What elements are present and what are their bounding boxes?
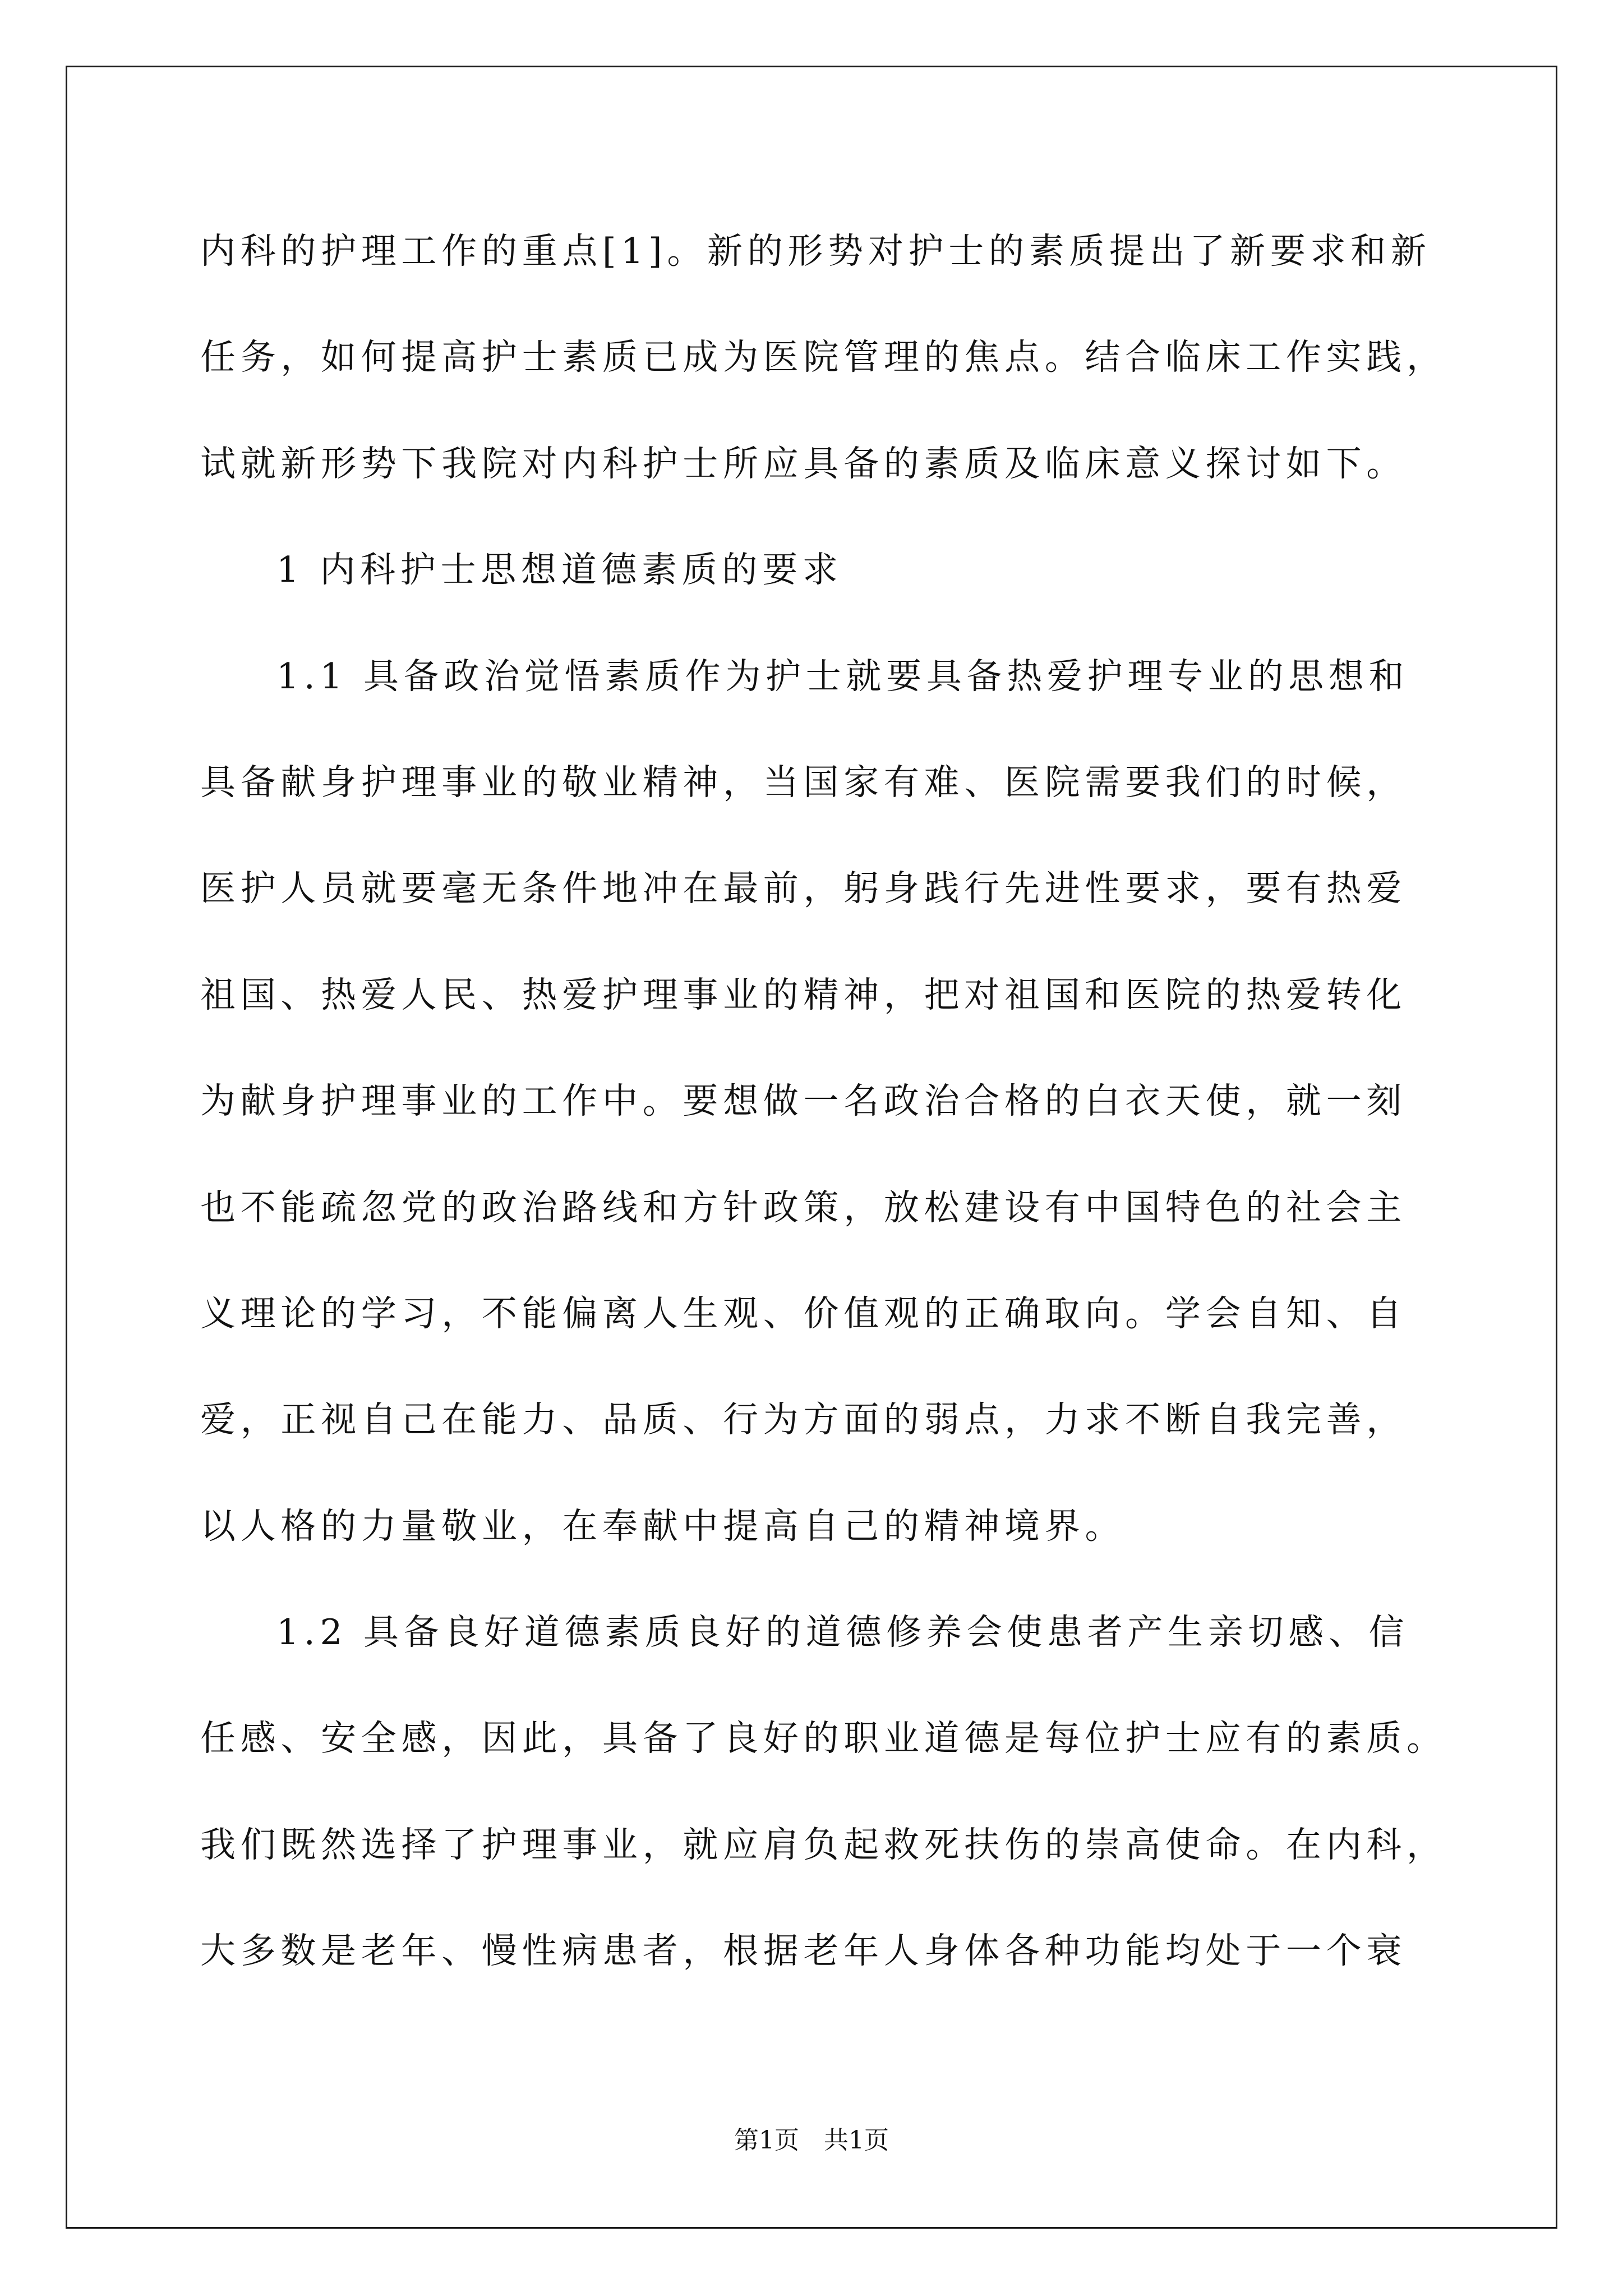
text-line: 任感、安全感，因此，具备了良好的职业道德是每位护士应有的素质。	[200, 1718, 1447, 1759]
text-line: 我们既然选择了护理事业，就应肩负起救死扶伤的崇高使命。在内科，	[200, 1824, 1447, 1865]
heading-line: 1 内科护士思想道德素质的要求	[276, 549, 843, 591]
text-line: 内科的护理工作的重点[1]。新的形势对护士的素质提出了新要求和新	[200, 231, 1431, 272]
text-line: 医护人员就要毫无条件地冲在最前，躬身践行先进性要求，要有热爱	[200, 868, 1407, 909]
text-line: 试就新形势下我院对内科护士所应具备的素质及临床意义探讨如下。	[200, 443, 1407, 484]
text-line: 爱，正视自己在能力、品质、行为方面的弱点，力求不断自我完善，	[200, 1399, 1407, 1441]
page-footer	[0, 2124, 1623, 2157]
text-line: 1.1 具备政治觉悟素质作为护士就要具备热爱护理专业的思想和	[276, 655, 1409, 697]
text-line: 大多数是老年、慢性病患者，根据老年人身体各种功能均处于一个衰	[200, 1930, 1407, 1972]
document-body	[200, 198, 1535, 2004]
text-line: 也不能疏忽党的政治路线和方针政策，放松建设有中国特色的社会主	[200, 1186, 1407, 1228]
subsection-paragraph	[200, 1579, 1535, 2004]
continued-paragraph	[200, 198, 1535, 517]
total-page-count: 共1页	[824, 2126, 889, 2155]
text-line: 义理论的学习，不能偏离人生观、价值观的正确取向。学会自知、自	[200, 1292, 1407, 1334]
text-line: 为献身护理事业的工作中。要想做一名政治合格的白衣天使，就一刻	[200, 1080, 1407, 1122]
text-line: 具备献身护理事业的敬业精神，当国家有难、医院需要我们的时候，	[200, 761, 1407, 803]
text-line: 祖国、热爱人民、热爱护理事业的精神，把对祖国和医院的热爱转化	[200, 974, 1407, 1015]
section-heading	[200, 517, 1535, 623]
text-line: 1.2 具备良好道德素质良好的道德修养会使患者产生亲切感、信	[276, 1612, 1409, 1653]
text-line: 以人格的力量敬业，在奉献中提高自己的精神境界。	[200, 1505, 1126, 1547]
subsection-paragraph	[200, 623, 1535, 1580]
text-line: 任务，如何提高护士素质已成为医院管理的焦点。结合临床工作实践，	[200, 337, 1447, 378]
current-page-number: 第1页	[734, 2126, 799, 2155]
